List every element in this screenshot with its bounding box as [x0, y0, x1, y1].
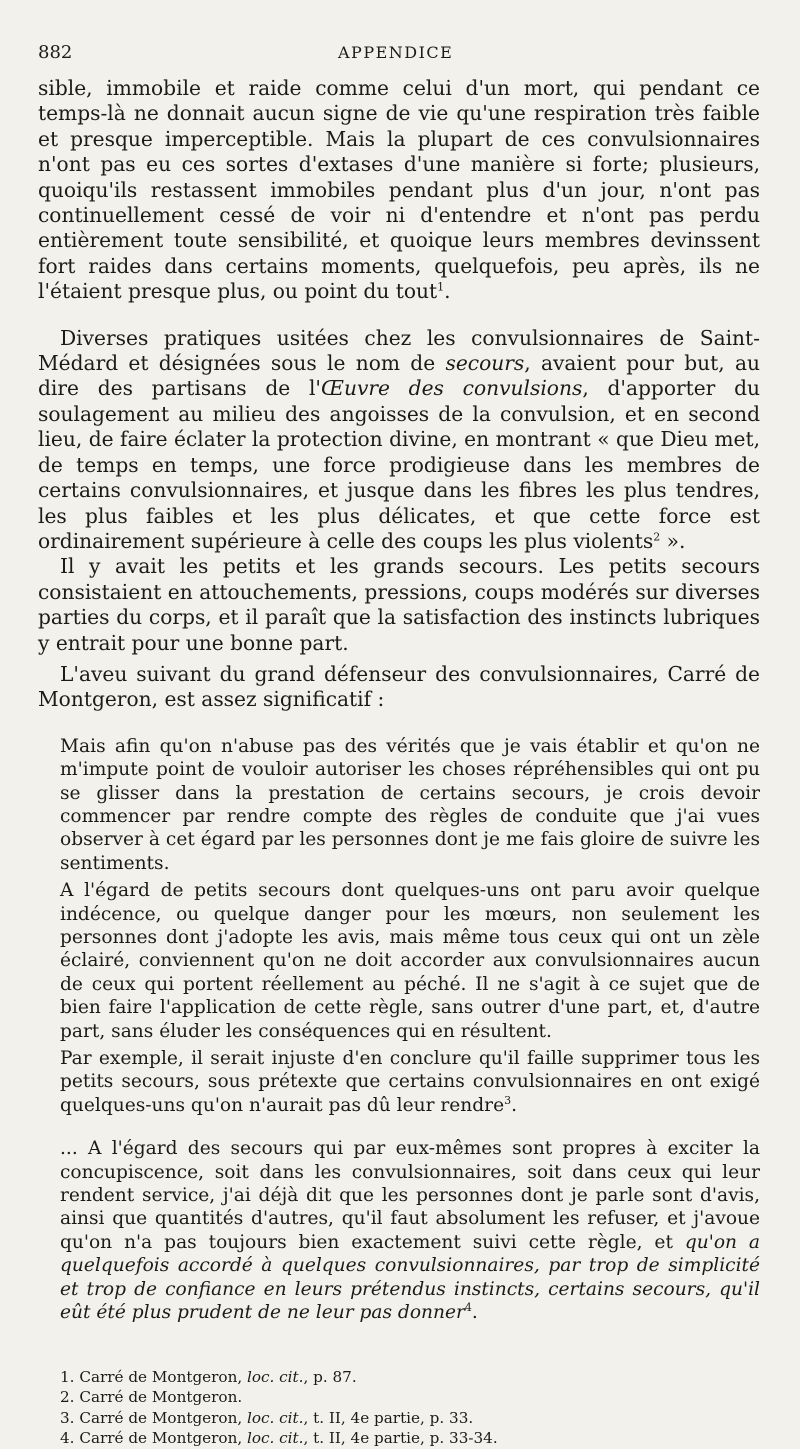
quote-paragraph-1: Mais afin qu'on n'abuse pas des vérités que je vais établir et qu'on ne m'impute point de vouloir autoriser les choses répréhensibles qui ont pu se glisser dans la prestation de certains secours, je crois devoir commencer par rendre compte des règles de conduite que j'ai vues observer à cet égard par les personnes dont je me fais gloire de suivre les sentiments.	[60, 735, 760, 874]
paragraph-3: Il y avait les petits et les grands secours. Les petits secours consistaient en attouchements, pressions, coups modérés sur diverses parties du corps, et il paraît que la satisfaction des instincts lubriques y entrait pour une bonne part.	[38, 554, 760, 655]
paragraph-2-part-2: , avaient pour but, au dire des partisans de l'	[38, 351, 760, 401]
footnote-number: 1.	[60, 1367, 75, 1386]
note-ref-3[interactable]: 3	[504, 1093, 512, 1107]
quote-paragraph-4-text: ... A l'égard des secours qui par eux-mêmes sont propres à exciter la concupiscence, soit dans les convulsionnaires, soit dans ceux qui leur rendent service, j'ai déjà dit que les personnes dont je parle sont d'avis, ainsi que quantités d'autres, qu'il faut absolument les refuser, et j'avoue qu'on n'a pas toujours bien exactement suivi cette règle, et	[60, 1138, 760, 1253]
footnote-rest: , p. 87.	[303, 1367, 357, 1386]
paragraph-2-emph-2: Œuvre des convulsions	[320, 376, 583, 401]
quote-paragraph-4-end: .	[471, 1302, 478, 1324]
footnote	[60, 1387, 760, 1408]
footnote-author: Carré de Montgeron,	[79, 1429, 243, 1447]
paragraph-2-emph-1: secours	[445, 351, 525, 376]
footnote	[60, 1428, 760, 1449]
page-number: 882	[38, 42, 73, 63]
footnote-number: 3.	[60, 1408, 75, 1427]
paragraph-2-part-3: , d'apporter du soulagement au milieu des angoisses de la convulsion, et en second lieu, de faire éclater la protection divine, en montrant « que Dieu met, de temps en temps, une force prodigieuse dans les membres de certains convulsionnaires, et jusque dans les fibres les plus tendres, les plus faibles et les plus délicates, et que cette force est ordinairement supérieure à celle des coups les plus violents	[38, 376, 760, 553]
block-quote	[38, 735, 760, 1325]
footnote-author: Carré de Montgeron.	[79, 1388, 243, 1406]
paragraph-1-end: .	[444, 279, 451, 304]
note-ref-1[interactable]: 1	[437, 280, 445, 294]
paragraph-4: L'aveu suivant du grand défenseur des convulsionnaires, Carré de Montgeron, est assez significatif :	[38, 661, 760, 712]
footnote	[60, 1408, 760, 1429]
paragraph-1	[38, 76, 760, 305]
paragraph-1-text: sible, immobile et raide comme celui d'un mort, qui pendant ce temps-là ne donnait aucun signe de vie qu'une respiration très faible et presque imperceptible. Mais la plupart de ces convulsionnaires n'ont pas eu ces sortes d'extases d'une manière si forte; plusieurs, quoiqu'ils restassent immobiles pendant plus d'un jour, n'ont pas continuellement cessé de voir ni d'entendre et n'ont pas perdu entièrement toute sensibilité, et quoique leurs membres devinssent fort raides dans certains moments, quelquefois, peu après, ils ne l'étaient presque plus, ou point du tout	[38, 76, 760, 304]
quote-paragraph-3-end: .	[511, 1094, 517, 1116]
quote-paragraph-3	[60, 1047, 760, 1117]
paragraph-2-part-1: Diverses pratiques usitées chez les convulsionnaires de Saint-Médard et désignées sous le nom de	[38, 325, 760, 376]
body-text	[38, 76, 760, 713]
note-ref-4[interactable]: 4	[464, 1300, 472, 1314]
footnote-author: Carré de Montgeron,	[79, 1367, 243, 1386]
footnote	[60, 1367, 760, 1388]
footnote-number: 2.	[60, 1388, 75, 1406]
quote-paragraph-4	[60, 1137, 760, 1324]
note-ref-2[interactable]: 2	[653, 530, 661, 544]
paragraph-2	[38, 326, 760, 555]
footnote-rest: , t. II, 4e partie, p. 33-34.	[303, 1429, 498, 1447]
page-header	[38, 42, 760, 76]
running-head: APPENDICE	[338, 43, 454, 62]
paragraph-2-end: ».	[660, 528, 686, 553]
quote-paragraph-3-text: Par exemple, il serait injuste d'en conclure qu'il faille supprimer tous les petits secours, sous prétexte que certains convulsionnaires en ont exigé quelques-uns qu'on n'aurait pas dû leur rendre	[60, 1048, 760, 1116]
footnote-ref: loc. cit.	[247, 1367, 304, 1386]
footnote-author: Carré de Montgeron,	[79, 1408, 243, 1427]
quote-paragraph-4-emph: qu'on a quelquefois accordé à quelques convulsionnaires, par trop de simplicité et trop de confiance en leurs prétendus instincts, certains secours, qu'il eût été plus prudent de ne leur pas donner	[60, 1231, 761, 1324]
footnote-number: 4.	[60, 1429, 75, 1447]
quote-paragraph-2: A l'égard de petits secours dont quelques-uns ont paru avoir quelque indécence, ou quelque danger pour les mœurs, non seulement les personnes dont j'adopte les avis, mais même tous ceux qui ont un zèle éclairé, conviennent qu'on ne doit accorder aux convulsionnaires aucun de ceux qui portent réellement au péché. Il ne s'agit à ce sujet que de bien faire l'application de cette règle, sans outrer d'une part, et, d'autre part, sans éluder les conséquences qui en résultent.	[60, 880, 760, 1042]
footnote-ref: loc. cit.	[247, 1408, 304, 1427]
footnotes	[38, 1367, 760, 1449]
footnote-rest: , t. II, 4e partie, p. 33.	[303, 1408, 474, 1427]
footnote-ref: loc. cit.	[247, 1429, 304, 1447]
